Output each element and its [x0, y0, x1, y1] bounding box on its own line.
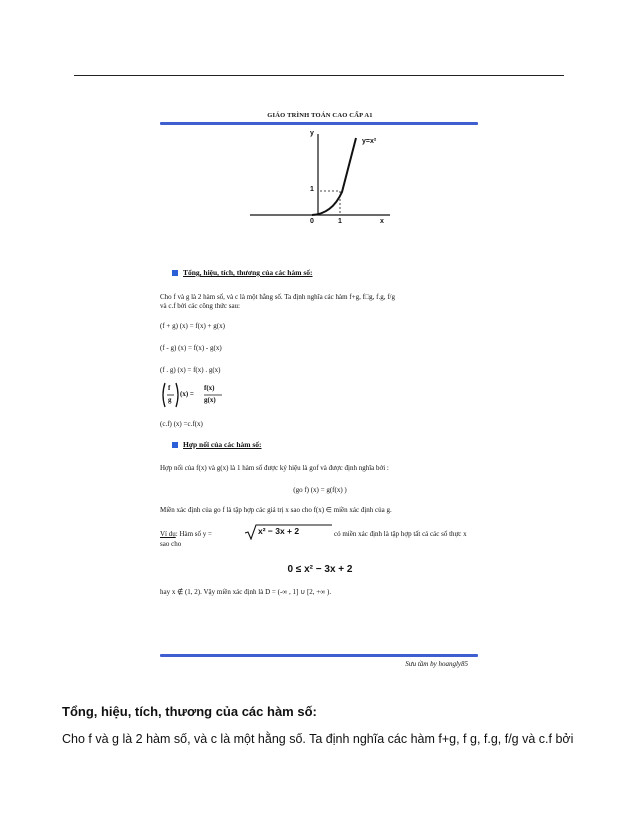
- section1-intro-2: và c.f bởi các công thức sau:: [160, 302, 240, 310]
- body-paragraph: Cho f và g là 2 hàm số, và c là một hằng số. Ta định nghĩa các hàm f+g, f g, f.g, f/g và c.f bởi: [62, 732, 574, 746]
- sqrt-expression: [244, 524, 334, 540]
- scanned-page: [160, 100, 480, 680]
- x-tick-1: 1: [338, 218, 342, 225]
- formula-sum: (f + g) (x) = f(x) + g(x): [160, 322, 225, 330]
- formula-diff: (f - g) (x) = f(x) - g(x): [160, 344, 222, 352]
- bullet-icon: [172, 270, 178, 276]
- example-text-b: có miền xác định là tập hợp tất cả các số thực x: [334, 530, 467, 538]
- parabola-curve: [312, 138, 356, 215]
- section2-def: Hợp nối của f(x) và g(x) là 1 hàm số được ký hiệu là gof và được định nghĩa bởi :: [160, 464, 389, 472]
- frac-rhs-num: f(x): [204, 384, 215, 392]
- conclusion: hay x ∉ (1, 2). Vậy miền xác định là D = (-∞ , 1] ∪ [2, +∞ ).: [160, 588, 332, 596]
- graph-y-equals-x-squared: [250, 128, 395, 236]
- section1-heading: [172, 268, 313, 277]
- section1-intro-1: Cho f và g là 2 hàm số, và c là một hằng số. Ta định nghĩa các hàm f+g, f□g, f.g, f/g: [160, 293, 396, 301]
- top-rule: [74, 75, 564, 76]
- body-heading: Tổng, hiệu, tích, thương của các hàm số:: [62, 704, 317, 719]
- curve-label: y=x²: [362, 138, 377, 145]
- inequality: 0 ≤ x² − 3x + 2: [287, 564, 353, 575]
- frac-f: f: [168, 384, 171, 392]
- formula-prod: (f . g) (x) = f(x) . g(x): [160, 366, 221, 374]
- x-axis-label: x: [380, 218, 384, 225]
- y-axis-label: y: [310, 130, 314, 137]
- y-tick-1: 1: [310, 186, 314, 193]
- footer-blue-bar: [160, 654, 478, 657]
- bullet-icon: [172, 442, 178, 448]
- example-line: [160, 530, 212, 539]
- section2-heading: [172, 440, 262, 449]
- footer-credit: Sưu tầm by hoangly85: [405, 660, 468, 668]
- section2-heading-text: Hợp nối của các hàm số:: [183, 440, 262, 449]
- example-text-a: : Hàm số y =: [175, 530, 212, 538]
- page-header-title: GIÁO TRÌNH TOÁN CAO CẤP A1: [267, 112, 373, 119]
- section2-def-formula: (go f) (x) = g(f(x) ): [293, 486, 347, 494]
- sqrt-expr-text: x² − 3x + 2: [258, 526, 300, 536]
- frac-rhs-den: g(x): [204, 396, 216, 404]
- header-blue-bar: [160, 122, 478, 125]
- quotient-svg: [160, 380, 230, 410]
- section1-heading-text: Tổng, hiệu, tích, thương của các hàm số:: [183, 268, 313, 277]
- section2-domain: Miền xác định của go f là tập hợp các giá trị x sao cho f(x) ∈ miền xác định của g.: [160, 506, 392, 514]
- example-label: Ví dụ: [160, 530, 176, 538]
- frac-g: g: [168, 396, 172, 404]
- formula-scalar: (c.f) (x) =c.f(x): [160, 420, 203, 428]
- example-line-2: sao cho: [160, 540, 182, 548]
- origin-label: 0: [310, 218, 314, 225]
- formula-quotient: f g (x) = f(x) g(x): [160, 380, 230, 410]
